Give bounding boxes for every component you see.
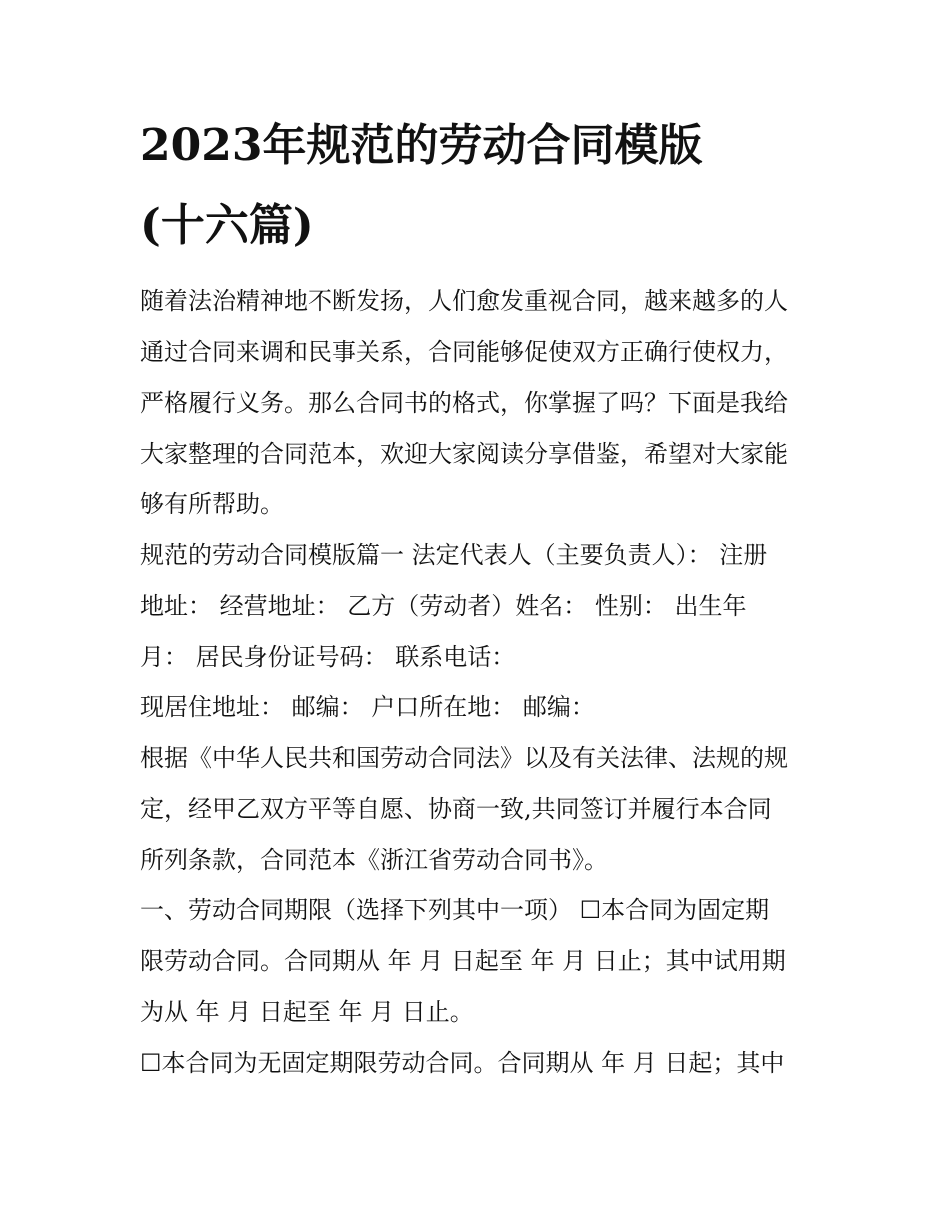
body-line-15: 为从 年 月 日起至 年 月 日止。: [140, 998, 474, 1026]
body-line-13: 一、劳动合同期限（选择下列其中一项） ☐本合同为固定期: [140, 896, 770, 924]
body-line-5: 够有所帮助。: [140, 490, 284, 518]
body-line-10: 根据《中华人民共和国劳动合同法》以及有关法律、法规的规: [140, 744, 788, 772]
body-line-8: 月： 居民身份证号码： 联系电话：: [140, 643, 516, 671]
body-line-11: 定，经甲乙双方平等自愿、协商一致,共同签订并履行本合同: [140, 795, 772, 823]
document-title-line-2: (十六篇): [140, 200, 314, 251]
body-line-3: 严格履行义务。那么合同书的格式，你掌握了吗？下面是我给: [140, 389, 788, 417]
document-title-line-1: 2023年规范的劳动合同模版: [140, 120, 703, 171]
body-line-9: 现居住地址： 邮编： 户口所在地： 邮编：: [140, 693, 595, 721]
body-line-1: 随着法治精神地不断发扬，人们愈发重视合同，越来越多的人: [140, 287, 788, 315]
body-line-6: 规范的劳动合同模版篇一 法定代表人（主要负责人）： 注册: [140, 541, 768, 569]
body-line-14: 限劳动合同。合同期从 年 月 日起至 年 月 日止；其中试用期: [140, 947, 786, 975]
body-line-7: 地址： 经营地址： 乙方（劳动者）姓名： 性别： 出生年: [140, 592, 747, 620]
body-line-16: ☐本合同为无固定期限劳动合同。合同期从 年 月 日起；其中: [140, 1049, 785, 1077]
body-line-12: 所列条款，合同范本《浙江省劳动合同书》。: [140, 846, 608, 874]
body-line-2: 通过合同来调和民事关系，合同能够促使双方正确行使权力，: [140, 338, 788, 366]
body-line-4: 大家整理的合同范本，欢迎大家阅读分享借鉴，希望对大家能: [140, 440, 788, 468]
